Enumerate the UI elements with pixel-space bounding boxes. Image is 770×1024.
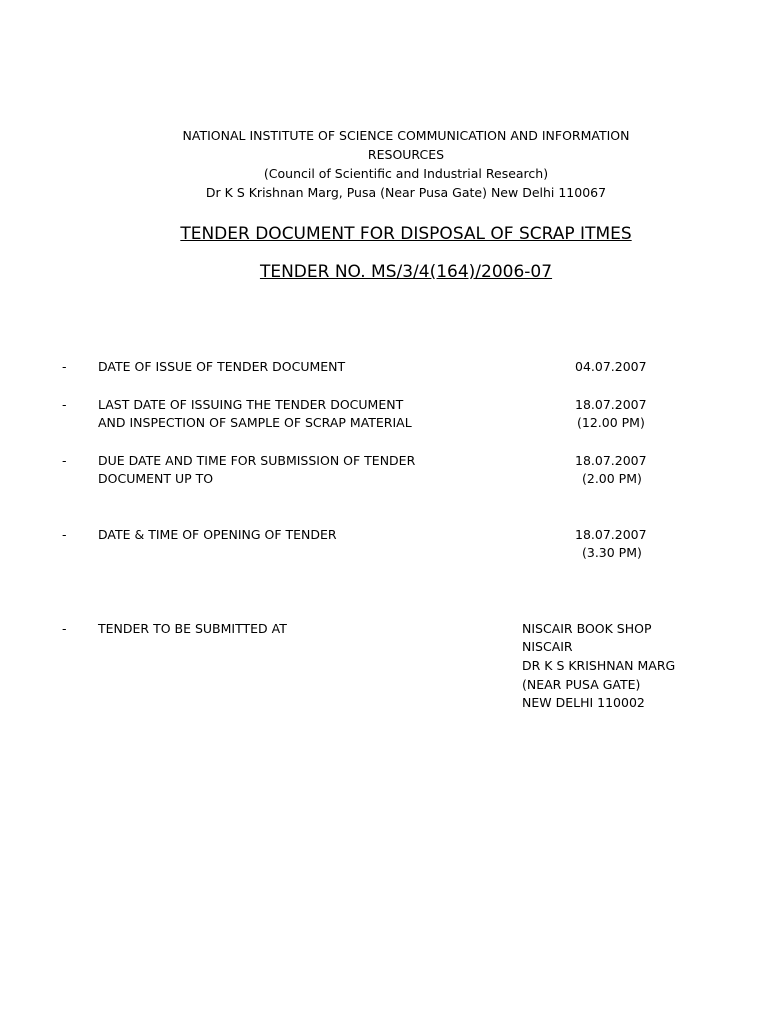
address-line: (NEAR PUSA GATE) xyxy=(522,677,641,692)
item-value: 18.07.2007 xyxy=(575,397,647,412)
item-label: DATE & TIME OF OPENING OF TENDER xyxy=(98,527,337,542)
item-label: DATE OF ISSUE OF TENDER DOCUMENT xyxy=(98,359,346,374)
bullet: - xyxy=(62,397,67,412)
item-value: (3.30 PM) xyxy=(582,545,642,560)
address-line: NISCAIR xyxy=(522,639,573,654)
address-line: NISCAIR BOOK SHOP xyxy=(522,621,652,636)
bullet: - xyxy=(62,527,67,542)
item-value: 04.07.2007 xyxy=(575,359,647,374)
item-label: DOCUMENT UP TO xyxy=(98,471,214,486)
item-value: (2.00 PM) xyxy=(582,471,642,486)
institute-name-line-1: NATIONAL INSTITUTE OF SCIENCE COMMUNICATION AND INFORMATION xyxy=(182,128,630,143)
bullet: - xyxy=(62,621,67,636)
item-label: AND INSPECTION OF SAMPLE OF SCRAP MATERIAL xyxy=(98,415,412,430)
institute-address: Dr K S Krishnan Marg, Pusa (Near Pusa Gate) New Delhi 110067 xyxy=(205,185,607,200)
item-label: DUE DATE AND TIME FOR SUBMISSION OF TENDER xyxy=(98,453,416,468)
council-name: (Council of Scientific and Industrial Research) xyxy=(263,166,549,181)
item-label: TENDER TO BE SUBMITTED AT xyxy=(98,621,287,636)
address-line: DR K S KRISHNAN MARG xyxy=(522,658,676,673)
document-title: TENDER DOCUMENT FOR DISPOSAL OF SCRAP ITMES xyxy=(180,224,632,244)
institute-name-line-2: RESOURCES xyxy=(367,147,445,162)
item-value: 18.07.2007 xyxy=(575,527,647,542)
tender-number: TENDER NO. MS/3/4(164)/2006-07 xyxy=(259,262,553,282)
item-label: LAST DATE OF ISSUING THE TENDER DOCUMENT xyxy=(98,397,404,412)
bullet: - xyxy=(62,359,67,374)
item-value: 18.07.2007 xyxy=(575,453,647,468)
item-value: (12.00 PM) xyxy=(577,415,645,430)
bullet: - xyxy=(62,453,67,468)
address-line: NEW DELHI 110002 xyxy=(522,695,645,710)
